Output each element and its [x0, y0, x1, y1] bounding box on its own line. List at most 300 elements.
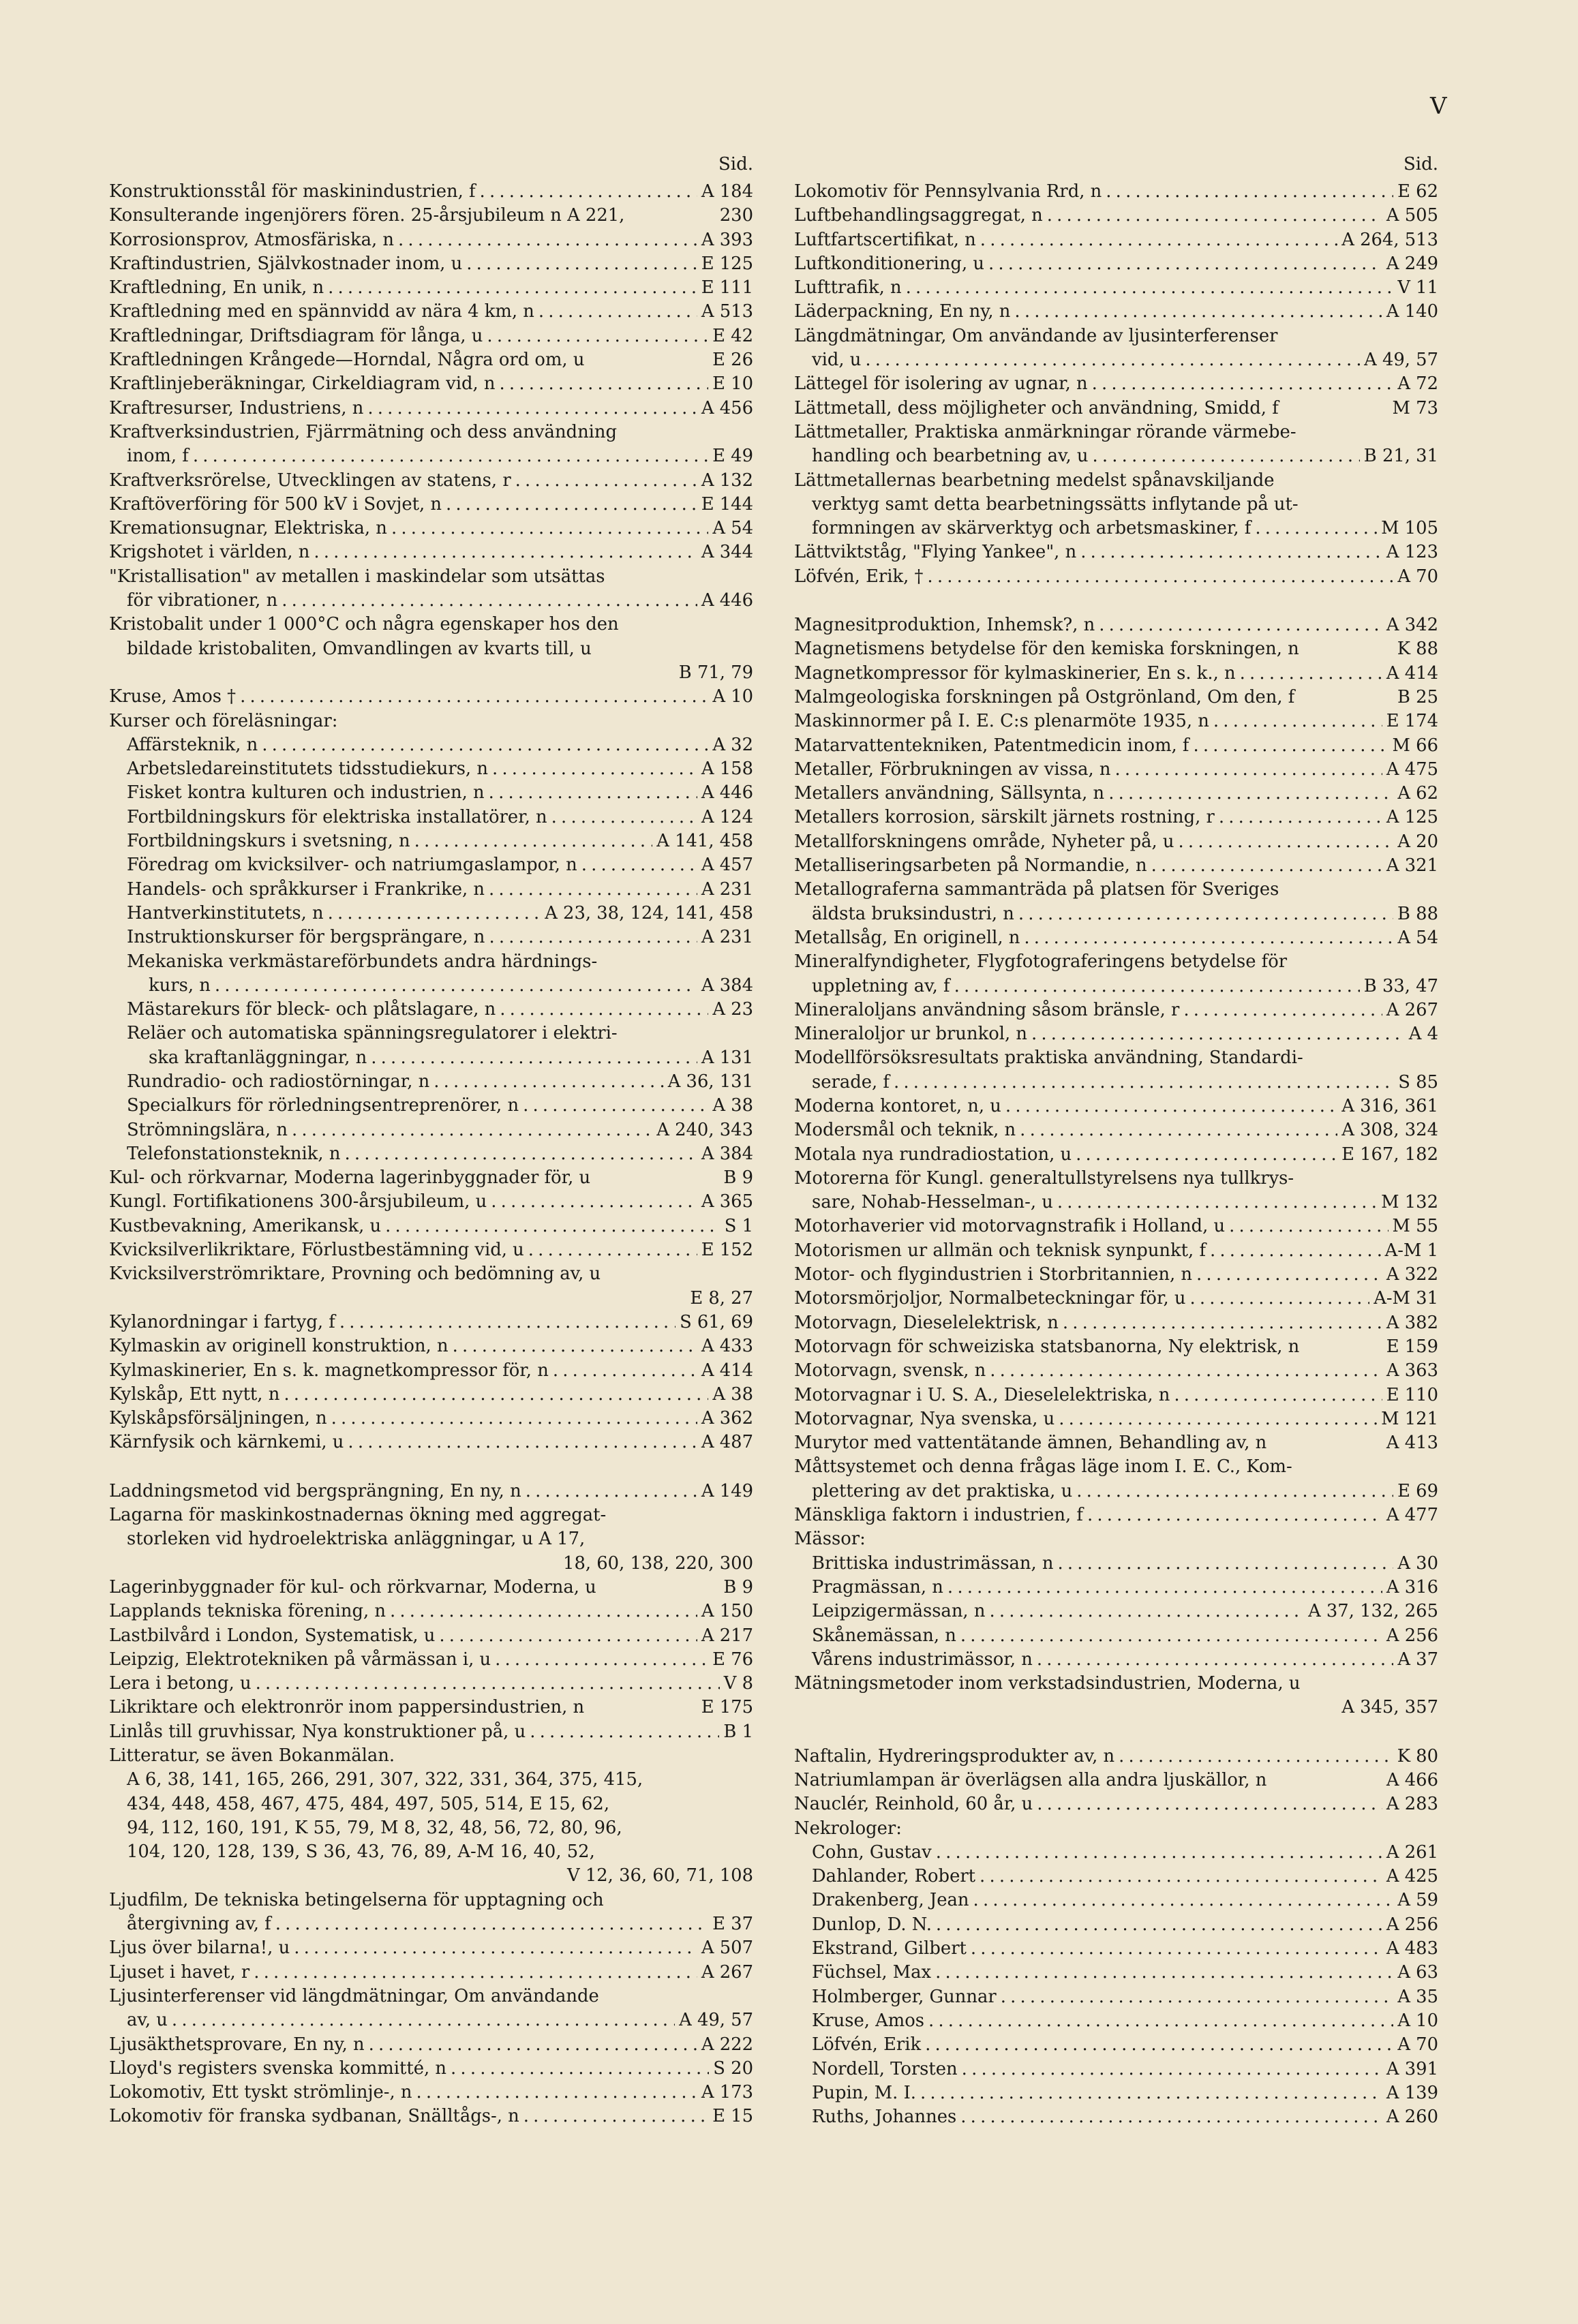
index-entry-line: storleken vid hydroelektriska anläggningar, u A 17, — [127, 1529, 586, 1550]
leader-dots — [339, 1312, 676, 1332]
index-entry-title: Lufttrafik, n — [794, 277, 902, 299]
index-entry-title: Krigshotet i världen, n — [109, 542, 310, 563]
index-entry-pages: E 110 — [1386, 1384, 1438, 1405]
leader-dots — [960, 2107, 1382, 2127]
leader-dots — [1179, 831, 1394, 852]
index-entry-pages: A 505 — [1386, 205, 1438, 226]
index-entry-pages: M 121 — [1381, 1408, 1438, 1429]
index-entry-pages: A 264, 513 — [1341, 229, 1438, 250]
index-entry-line: 94, 112, 160, 191, K 55, 79, M 8, 32, 48, 56, 72, 80, 96, — [127, 1817, 622, 1838]
index-entry-title: Motorvagnar, Nya svenska, u — [794, 1408, 1055, 1429]
index-entry — [109, 1673, 753, 1697]
index-entry-pages: M 55 — [1392, 1216, 1438, 1237]
leader-dots — [1057, 1553, 1393, 1574]
index-entry-title: Specialkurs för rörledningsentreprenörer, n — [127, 1095, 519, 1116]
leader-dots — [523, 1095, 708, 1116]
leader-dots — [962, 2059, 1382, 2079]
index-entry — [109, 975, 753, 999]
index-entry — [794, 1096, 1438, 1120]
index-entry-pages: E 15 — [712, 2106, 753, 2127]
leader-dots — [927, 566, 1393, 587]
sid-header-right: Sid. — [1403, 154, 1438, 174]
index-entry — [794, 783, 1438, 807]
index-entry-pages: S 85 — [1398, 1071, 1438, 1092]
index-entry-title: Telefonstationsteknik, n — [127, 1143, 341, 1164]
leader-dots — [1240, 663, 1382, 684]
index-entry — [794, 807, 1438, 831]
leader-dots — [1119, 1746, 1393, 1767]
index-entry-title: Motorvagnar i U. S. A., Dieselelektriska, n — [794, 1384, 1170, 1405]
index-entry — [109, 2106, 753, 2130]
index-entry-pages: S 61, 69 — [680, 1311, 753, 1332]
index-entry — [109, 373, 753, 397]
leader-dots — [526, 1481, 697, 1501]
index-entry-title: Kruse, Amos † — [109, 686, 237, 707]
index-entry-line: Mässor: — [794, 1529, 866, 1550]
index-entry — [109, 1649, 753, 1673]
leader-dots — [980, 230, 1337, 250]
index-entry-line: Motorerna för Kungl. generaltullstyrelsens nya tullkrys- — [794, 1167, 1294, 1189]
index-entry-title: Kungl. Fortifikationens 300-årsjubileum, u — [109, 1191, 487, 1212]
index-entry — [794, 1938, 1438, 1962]
index-entry-title: Lättegel för isolering av ugnar, n — [794, 373, 1088, 395]
leader-dots — [1213, 711, 1382, 731]
index-entry-pages: A 173 — [701, 2082, 753, 2103]
index-entry-title: Kraftindustrien, Självkostnader inom, u — [109, 253, 463, 274]
index-entry-title: Drakenberg, Jean — [812, 1890, 969, 1911]
index-entry — [794, 277, 1438, 301]
index-entry-title: Kruse, Amos — [812, 2010, 924, 2031]
index-entry-title: Strömningslära, n — [127, 1119, 288, 1140]
index-entry — [109, 518, 753, 542]
index-entry — [109, 205, 753, 229]
leader-dots — [538, 301, 697, 322]
index-entry-pages: A 446 — [701, 782, 753, 804]
index-entry-pages: A 125 — [1386, 807, 1438, 828]
index-entry-pages: M 132 — [1381, 1192, 1438, 1213]
leader-dots — [1001, 1987, 1394, 2007]
index-column-right — [794, 154, 1438, 2130]
index-entry-pages: E 76 — [712, 1649, 753, 1670]
index-entry-pages: A 414 — [1386, 662, 1438, 684]
index-page-refs: E 8, 27 — [690, 1287, 753, 1309]
index-entry — [794, 1842, 1438, 1866]
index-entry — [109, 1312, 753, 1336]
index-entry-pages: A 54 — [1397, 927, 1438, 948]
index-entry-title: Motorhaverier vid motorvagnstrafik i Holland, u — [794, 1216, 1226, 1237]
index-entry-pages: E 26 — [712, 350, 753, 371]
index-entry-pages: A 70 — [1397, 566, 1438, 587]
index-entry — [794, 1240, 1438, 1264]
index-entry-pages: A 256 — [1386, 1914, 1438, 1935]
index-entry-pages: M 73 — [1392, 397, 1438, 418]
index-entry — [794, 398, 1438, 422]
index-entry — [794, 2034, 1438, 2058]
index-entry-title: Hantverkinstitutets, n — [127, 902, 324, 923]
index-entry-pages: A 184 — [701, 181, 753, 202]
index-entry-line: Mineralfyndigheter, Flygfotograferingens betydelse för — [794, 951, 1288, 973]
index-entry — [109, 2010, 753, 2034]
leader-dots — [865, 350, 1360, 370]
index-entry-pages: A 487 — [701, 1432, 753, 1453]
leader-dots — [500, 999, 708, 1020]
index-entry-pages: E 37 — [712, 1914, 753, 1935]
index-entry-title: Affärsteknik, n — [127, 734, 258, 755]
leader-dots — [328, 903, 541, 923]
index-entry-pages: A 231 — [701, 927, 753, 948]
leader-dots — [1037, 1649, 1394, 1670]
index-entry-pages: A 49, 57 — [1364, 350, 1438, 371]
index-entry-title: Arbetsledareinstitutets tidsstudiekurs, n — [127, 759, 488, 780]
index-entry-title: Motorvagn för schweiziska statsbanorna, Ny elektrisk, n — [794, 1336, 1300, 1357]
index-entry — [109, 903, 753, 927]
index-entry-pages: A 37, 132, 265 — [1308, 1601, 1438, 1622]
leader-dots — [1080, 542, 1382, 562]
index-entry — [109, 855, 753, 878]
index-entry — [109, 542, 753, 566]
index-entry-title: Konsulterande ingenjörers fören. 25-årsjubileum n A 221, — [109, 205, 625, 226]
index-entry — [109, 277, 753, 301]
index-entry — [109, 735, 753, 759]
index-entry — [794, 2059, 1438, 2083]
index-entry — [794, 855, 1438, 879]
index-entry-title: Mineraloljor ur brunkol, n — [794, 1024, 1027, 1045]
index-entry-title: Natriumlampan är överlägsen alla andra ljuskällor, n — [794, 1770, 1267, 1790]
index-entry-title: sare, Nohab-Hesselman-, u — [812, 1192, 1053, 1213]
index-entry — [794, 615, 1438, 639]
index-entry — [109, 1697, 753, 1721]
index-entry — [109, 2034, 753, 2058]
leader-dots — [434, 1071, 663, 1092]
index-entry-title: Ruths, Johannes — [812, 2107, 957, 2128]
index-entry-title: Luftfartscertifikat, n — [794, 229, 976, 250]
index-entry-title: serade, f — [812, 1071, 890, 1092]
index-entry-title: Instruktionskurser för bergsprängare, n — [127, 927, 485, 948]
index-entry-line: Nekrologer: — [794, 1818, 902, 1839]
index-entry-pages: A 475 — [1386, 759, 1438, 780]
index-entry — [109, 1625, 753, 1649]
leader-dots — [489, 927, 697, 947]
index-entry-pages: B 21, 31 — [1363, 446, 1438, 467]
leader-dots — [1059, 1409, 1377, 1429]
leader-dots — [524, 2106, 708, 2126]
index-entry — [109, 1360, 753, 1384]
index-entry — [794, 1987, 1438, 2010]
index-entry — [109, 1144, 753, 1167]
index-entry-pages: A 513 — [701, 301, 753, 322]
leader-dots — [446, 494, 697, 515]
index-entry-title: Kvicksilverlikriktare, Förlustbestämning vid, u — [109, 1240, 524, 1261]
index-entry-title: ska kraftanläggningar, n — [149, 1047, 367, 1068]
index-entry-title: Brittiska industrimässan, n — [812, 1553, 1054, 1574]
index-entry — [109, 686, 753, 710]
leader-dots — [466, 254, 697, 274]
index-entry-pages: A 308, 324 — [1341, 1120, 1438, 1141]
index-entry-title: Likriktare och elektronrör inom pappersindustrien, n — [109, 1697, 585, 1718]
index-entry — [109, 254, 753, 277]
leader-dots — [1106, 181, 1393, 202]
leader-dots — [451, 2058, 709, 2079]
index-entry-pages: 230 — [719, 205, 753, 226]
index-entry-pages: A 23, 38, 124, 141, 458 — [545, 902, 753, 923]
index-entry-pages: A 32 — [712, 734, 753, 755]
index-entry-pages: A 37 — [1397, 1649, 1438, 1670]
index-entry-title: Kul- och rörkvarnar, Moderna lagerinbyggnader för, u — [109, 1167, 591, 1189]
index-entry-pages: M 66 — [1392, 735, 1438, 756]
index-entry — [794, 1144, 1438, 1168]
leader-dots — [495, 1649, 708, 1670]
index-entry — [109, 590, 753, 614]
leader-dots — [172, 2010, 675, 2030]
index-entry — [794, 1120, 1438, 1144]
leader-dots — [973, 1890, 1394, 1910]
index-entry — [109, 1216, 753, 1240]
index-entry-pages: A 413 — [1386, 1433, 1438, 1454]
leader-dots — [990, 1360, 1382, 1381]
index-entry-pages: A 72 — [1397, 373, 1438, 395]
leader-dots — [1196, 1264, 1382, 1285]
index-entry-title: Lera i betong, u — [109, 1673, 252, 1694]
leader-dots — [989, 1601, 1304, 1621]
index-entry — [109, 326, 753, 350]
index-entry — [109, 1962, 753, 1986]
index-entry — [109, 1432, 753, 1456]
index-entry-line: Längdmätningar, Om användande av ljusinterferenser — [794, 325, 1278, 346]
leader-dots — [1092, 373, 1394, 394]
index-entry-title: Maskinnormer på I. E. C:s plenarmöte 1935, n — [794, 711, 1209, 732]
index-entry-pages: E 69 — [1397, 1480, 1438, 1501]
index-entry-pages: A 139 — [1386, 2082, 1438, 2103]
index-entry-pages: A 414 — [701, 1360, 753, 1381]
index-entry-title: Kärnfysik och kärnkemi, u — [109, 1432, 344, 1453]
index-entry-pages: A 267 — [701, 1961, 753, 1983]
index-entry-line: A 6, 38, 141, 165, 266, 291, 307, 322, 331, 364, 375, 415, — [127, 1769, 643, 1790]
leader-dots — [581, 855, 697, 875]
index-entry-pages: A 49, 57 — [679, 2010, 753, 2031]
index-entry-pages: A 477 — [1386, 1505, 1438, 1526]
index-column-left — [109, 154, 753, 2130]
index-entry-line: Måttsystemet och denna frågas läge inom I. E. C., Kom- — [794, 1456, 1292, 1478]
index-entry-pages: A 10 — [1397, 2010, 1438, 2031]
leader-dots — [1151, 855, 1382, 876]
index-entry-line: Lättmetaller, Praktiska anmärkningar rörande värmebe- — [794, 421, 1296, 442]
index-entry-pages: A 10 — [712, 686, 753, 707]
index-entry — [794, 1192, 1438, 1216]
index-entry-title: Kraftledningen Krångede—Horndal, Några ord om, u — [109, 350, 585, 371]
index-entry-pages: A 457 — [701, 855, 753, 876]
index-entry-pages: A 131 — [701, 1047, 753, 1068]
leader-dots — [1210, 1240, 1381, 1261]
index-entry — [794, 928, 1438, 951]
leader-dots — [348, 1432, 697, 1452]
index-entry-pages: K 88 — [1397, 639, 1438, 660]
index-entry — [794, 542, 1438, 566]
index-entry-pages: E 42 — [712, 325, 753, 346]
index-entry-pages: K 80 — [1397, 1745, 1438, 1767]
index-entry-title: Fortbildningskurs i svetsning, n — [127, 831, 410, 852]
index-entry — [794, 301, 1438, 325]
leader-dots — [367, 398, 697, 418]
index-entry — [794, 1481, 1438, 1505]
index-entry-title: Pragmässan, n — [812, 1576, 943, 1597]
index-entry-title: Kraftverksrörelse, Utvecklingen av statens, r — [109, 470, 511, 491]
leader-dots — [1057, 1192, 1377, 1212]
index-entry-pages: E 159 — [1386, 1336, 1438, 1357]
leader-dots — [1219, 807, 1382, 827]
index-entry-line: Reläer och automatiska spänningsregulatorer i elektri- — [127, 1023, 618, 1044]
index-entry — [794, 1601, 1438, 1625]
index-entry — [794, 1288, 1438, 1312]
index-entry-line: Kristobalit under 1 000°C och några egenskaper hos den — [109, 614, 619, 635]
index-entry-pages: A 222 — [701, 2034, 753, 2055]
index-entry-pages: A 23 — [712, 999, 753, 1020]
index-entry-pages: A 150 — [701, 1601, 753, 1622]
leader-dots — [988, 254, 1382, 274]
index-entry-pages: A 217 — [701, 1625, 753, 1646]
index-entry-title: Magnetismens betydelse för den kemiska forskningen, n — [794, 639, 1299, 660]
index-entry — [794, 1505, 1438, 1529]
index-entry-line: verktyg samt detta bearbetningssätts inflytande på ut- — [812, 493, 1299, 515]
index-entry-pages: A 342 — [1386, 615, 1438, 636]
index-entry-title: Luftbehandlingsaggregat, n — [794, 205, 1043, 226]
index-entry-pages: A 344 — [701, 542, 753, 563]
index-entry-pages: A 507 — [701, 1938, 753, 1959]
index-entry-title: Dunlop, D. N. — [812, 1914, 932, 1935]
index-entry-title: Lastbilvård i London, Systematisk, u — [109, 1625, 436, 1646]
index-entry-title: kurs, n — [149, 975, 211, 996]
index-entry-title: Ljusäkthetsprovare, En ny, n — [109, 2034, 365, 2055]
leader-dots — [1024, 928, 1393, 948]
index-entry-title: Korrosionsprov, Atmosfäriska, n — [109, 229, 395, 250]
leader-dots — [294, 1938, 697, 1958]
index-entry — [794, 205, 1438, 229]
index-entry-pages: E 175 — [701, 1697, 753, 1718]
leader-dots — [928, 2010, 1393, 2031]
index-entry — [794, 2083, 1438, 2107]
index-entry — [109, 446, 753, 470]
index-entry — [109, 230, 753, 254]
index-entry-line: 434, 448, 458, 467, 475, 484, 497, 505, 514, E 15, 62, — [127, 1793, 610, 1814]
leader-dots — [920, 2083, 1382, 2103]
index-entry-line: 104, 120, 128, 139, S 36, 43, 76, 89, A-M 16, 40, 52, — [127, 1841, 595, 1863]
index-entry-pages: E 167, 182 — [1341, 1144, 1438, 1165]
index-entry-title: Motala nya rundradiostation, u — [794, 1144, 1072, 1165]
leader-dots — [492, 759, 697, 779]
index-entry-pages: A 35 — [1397, 1986, 1438, 2007]
index-entry-pages: E 49 — [712, 446, 753, 467]
index-entry — [794, 1649, 1438, 1673]
index-entry-pages: B 25 — [1397, 686, 1438, 707]
index-entry-pages: A 393 — [701, 229, 753, 250]
index-entry-title: Metaller, Förbrukningen av vissa, n — [794, 759, 1111, 780]
leader-dots — [254, 1962, 697, 1983]
index-entry-pages: A 20 — [1397, 831, 1438, 852]
index-entry-pages: V 8 — [723, 1673, 753, 1694]
index-entry — [109, 350, 753, 373]
index-entry-pages: A 4 — [1408, 1024, 1438, 1045]
index-entry-pages: A 384 — [701, 1143, 753, 1164]
index-entry-title: Fortbildningskurs för elektriska installatörer, n — [127, 806, 547, 827]
index-entry — [794, 1433, 1438, 1456]
leader-dots — [282, 590, 697, 611]
index-entry-pages: A 483 — [1386, 1938, 1438, 1959]
index-entry-title: Ekstrand, Gilbert — [812, 1938, 967, 1959]
index-page-refs: A 345, 357 — [1341, 1697, 1438, 1718]
index-entry-pages: E 111 — [701, 277, 753, 299]
leader-dots — [1174, 1385, 1382, 1405]
index-entry — [794, 1625, 1438, 1649]
index-entry-pages: A 322 — [1386, 1264, 1438, 1285]
index-entry-pages: S 20 — [713, 2058, 753, 2079]
leader-dots — [489, 782, 697, 803]
index-entry-title: Metallforskningens område, Nyheter på, u — [794, 831, 1174, 852]
index-entry-pages: A 267 — [1386, 999, 1438, 1020]
index-entry-title: Kylskåpsförsäljningen, n — [109, 1408, 327, 1429]
index-entry — [794, 735, 1438, 759]
index-entry-title: Handels- och språkkurser i Frankrike, n — [127, 878, 485, 900]
index-entry-line: Mekaniska verkmästareförbundets andra härdnings- — [127, 951, 598, 972]
leader-dots — [416, 2082, 697, 2103]
section-gap — [794, 590, 1438, 615]
index-entry — [109, 1577, 753, 1601]
index-entry — [794, 1770, 1438, 1794]
leader-dots — [947, 1577, 1382, 1597]
index-entry — [109, 927, 753, 951]
leader-dots — [314, 542, 697, 562]
index-entry — [109, 301, 753, 325]
index-entry-title: Motorvagn, Dieselelektrisk, n — [794, 1312, 1059, 1333]
index-entry-title: Ljus över bilarna!, u — [109, 1938, 290, 1959]
page-number: V — [1430, 93, 1448, 120]
section-gap — [109, 1456, 753, 1481]
index-entry — [794, 1000, 1438, 1024]
index-entry-title: Lokomotiv för Pennsylvania Rrd, n — [794, 181, 1102, 202]
index-entry-pages: A 391 — [1386, 2058, 1438, 2079]
index-entry-title: Lagerinbyggnader för kul- och rörkvarnar, Moderna, u — [109, 1576, 596, 1597]
index-entry-pages: B 33, 47 — [1363, 975, 1438, 996]
index-entry — [794, 1216, 1438, 1240]
index-entry — [794, 2107, 1438, 2130]
index-entry-pages: A-M 1 — [1384, 1240, 1438, 1261]
index-entry-title: Kraftledning, En unik, n — [109, 277, 324, 299]
leader-dots — [980, 1866, 1382, 1886]
index-entry — [794, 1962, 1438, 1986]
index-entry-title: Malmgeologiska forskningen på Ostgrönland, Om den, f — [794, 686, 1295, 707]
index-entry-pages: B 1 — [723, 1721, 753, 1742]
index-entry — [794, 518, 1438, 542]
index-entry-title: Matarvattentekniken, Patentmedicin inom, f — [794, 735, 1189, 756]
index-entry-title: Mänskliga faktorn i industrien, f — [794, 1505, 1083, 1526]
index-entry — [794, 2010, 1438, 2034]
index-entry-pages: E 144 — [701, 493, 753, 515]
index-entry-title: Metalliseringsarbeten på Normandie, n — [794, 855, 1147, 876]
leader-dots — [1018, 904, 1393, 924]
index-entry-title: Lättviktståg, "Flying Yankee", n — [794, 542, 1077, 563]
leader-dots — [262, 735, 708, 755]
index-entry — [109, 1601, 753, 1625]
index-entry-title: Cohn, Gustav — [812, 1841, 932, 1863]
leader-dots — [414, 831, 653, 851]
leader-dots — [1087, 1505, 1382, 1525]
index-entry — [109, 1336, 753, 1360]
index-entry-title: Metallers korrosion, särskilt järnets rostning, r — [794, 807, 1215, 828]
index-entry-title: Pupin, M. I. — [812, 2082, 916, 2103]
index-entry-title: av, u — [127, 2010, 168, 2031]
index-entry-pages: A 124 — [701, 806, 753, 827]
index-entry-title: Naftalin, Hydreringsprodukter av, n — [794, 1745, 1115, 1767]
index-entry-title: plettering av det praktiska, u — [812, 1480, 1073, 1501]
index-entry-title: Mineraloljans användning såsom bränsle, r — [794, 999, 1180, 1020]
